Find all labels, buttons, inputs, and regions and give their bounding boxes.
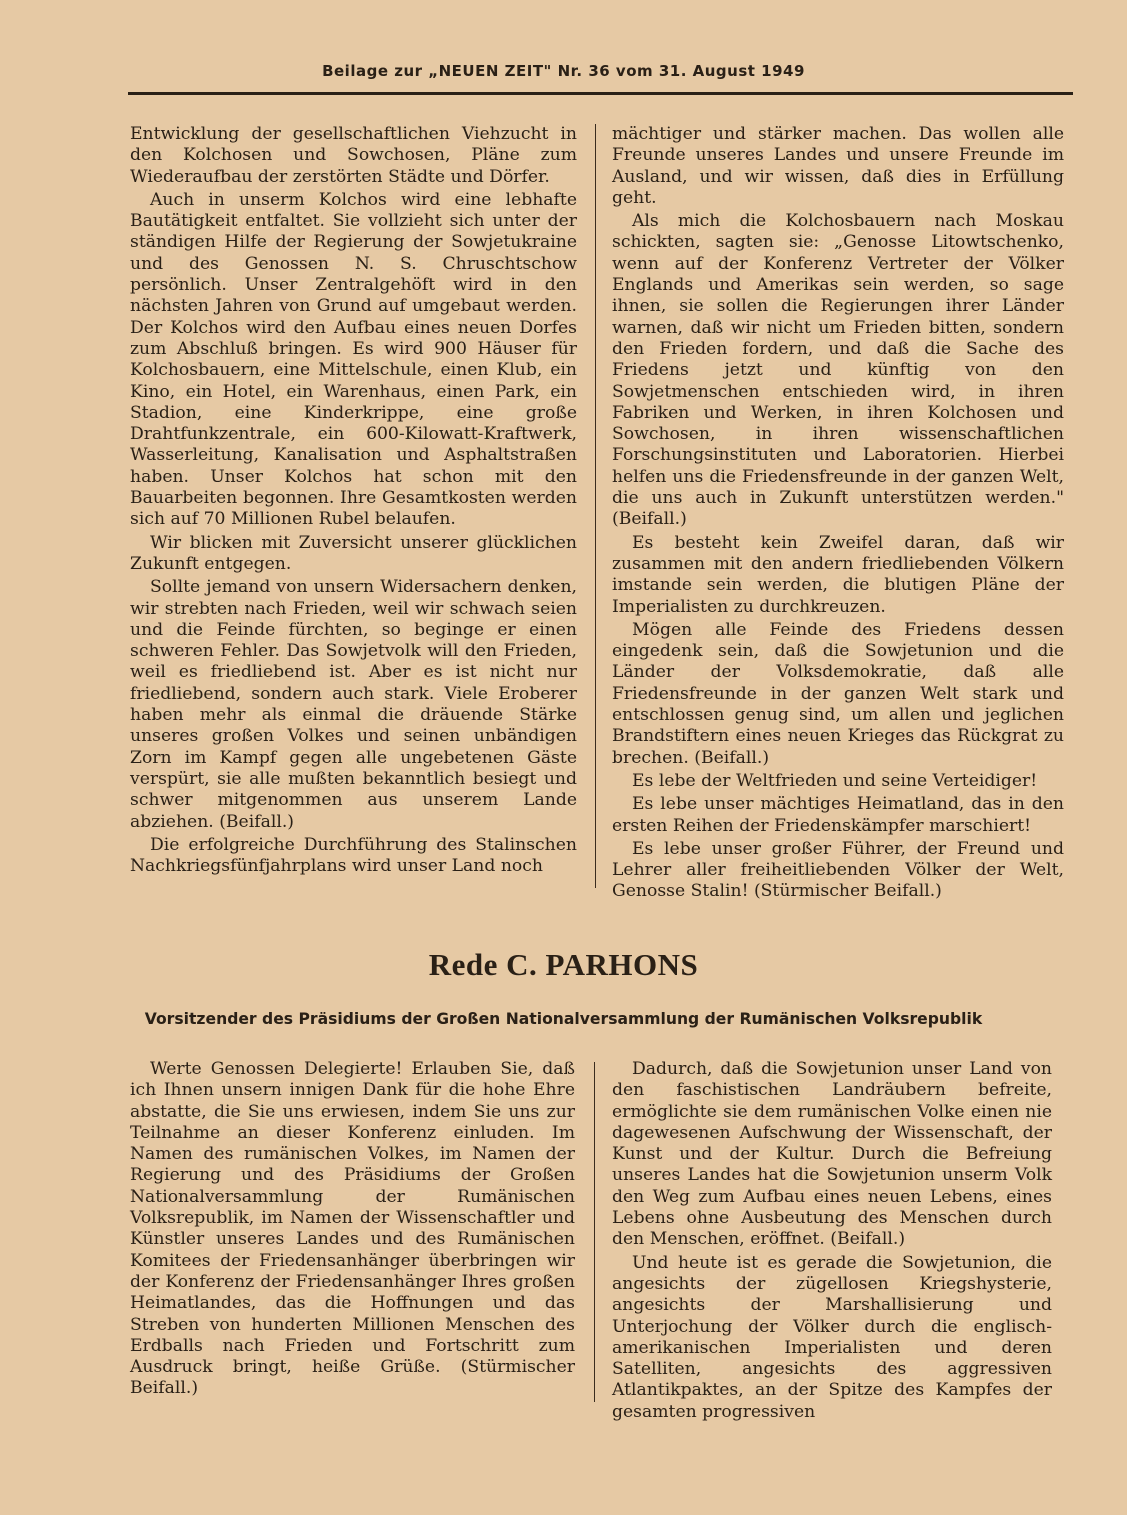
article2-column-right [612, 1059, 1052, 1425]
paragraph: Sollte jemand von unsern Widersachern denken, wir strebten nach Frieden, weil wir schwach seien und die Feinde fürchten, so beginge er einen schweren Fehler. Das Sowjetvolk will den Frieden, weil es friedliebend ist. Aber es ist nicht nur friedliebend, sondern auch stark. Viele Eroberer haben mehr als einmal die dräuende Stärke unseres großen Volkes und seinen unbändigen Zorn im Kampf gegen alle ungebetenen Gäste verspürt, sie alle mußten bekanntlich besiegt und schwer mitgenommen aus unserem Lande abziehen. (Beifall.) [130, 577, 577, 832]
paragraph: mächtiger und stärker machen. Das wollen alle Freunde unseres Landes und unsere Freunde im Ausland, und wir wissen, daß dies in Erfüllung geht. [612, 124, 1064, 208]
paragraph: Es besteht kein Zweifel daran, daß wir zusammen mit den andern friedliebenden Völkern imstande sein werden, die blutigen Pläne der Imperialisten zu durchkreuzen. [612, 532, 1064, 617]
article1-column-left [130, 124, 577, 879]
article2-column-left [130, 1059, 575, 1402]
paragraph: Es lebe unser großer Führer, der Freund und Lehrer aller freiheitliebenden Völker der Welt, Genosse Stalin! (Stürmischer Beifall.) [612, 838, 1064, 902]
paragraph: Es lebe der Weltfrieden und seine Verteidiger! [632, 770, 1038, 791]
article-subtitle: Vorsitzender des Präsidiums der Großen Nationalversammlung der Rumänischen Volksrepublik [144, 1010, 983, 1028]
paragraph: Als mich die Kolchosbauern nach Moskau schickten, sagten sie: „Genosse Litowtschenko, wenn auf der Konferenz Vertreter der Völker Englands und Amerikas sein werden, so sage ihnen, sie sollen die Regierungen ihrer Länder warnen, daß wir nicht um Frieden bitten, sondern den Frieden fordern, und daß die Sache des Friedens jetzt und künftig von den Sowjetmenschen entschieden wird, in ihren Fabriken und Werken, in ihren Kolchosen und Sowchosen, in ihren wissenschaftlichen Forschungsinstituten und Laboratorien. Hierbei helfen uns die Friedensfreunde in der ganzen Welt, die uns auch in Zukunft unterstützen werden." (Beifall.) [612, 211, 1064, 530]
paragraph: Werte Genossen Delegierte! Erlauben Sie, daß ich Ihnen unsern innigen Dank für die hohe Ehre abstatte, die Sie uns erwiesen, indem Sie uns zur Teilnahme an dieser Konferenz einluden. Im Namen des rumänischen Volkes, im Namen der Regierung und des Präsidiums der Großen Nationalversammlung der Rumänischen Volksrepublik, im Namen der Wissenschaftler und Künstler unseres Landes und des Rumänischen Komitees der Friedensanhänger überbringen wir der Konferenz der Friedensanhänger Ihres großen Heimatlandes, das die Hoffnungen und das Streben von hunderten Millionen Menschen des Erdballs nach Frieden und Fortschritt zum Ausdruck bringt, heiße Grüße. (Stürmischer Beifall.) [130, 1059, 575, 1399]
paragraph: Auch in unserm Kolchos wird eine lebhafte Bautätigkeit entfaltet. Sie vollzieht sich unter der ständigen Hilfe der Regierung der Sowjetukraine und des Genossen N. S. Chruschtschow persönlich. Unser Zentralgehöft wird in den nächsten Jahren von Grund auf umgebaut werden. Der Kolchos wird den Aufbau eines neuen Dorfes zum Abschluß bringen. Es wird 900 Häuser für Kolchosbauern, eine Mittelschule, einen Klub, ein Kino, ein Hotel, ein Warenhaus, einen Park, ein Stadion, eine Kinderkrippe, eine große Drahtfunkzentrale, ein 600-Kilowatt-Kraftwerk, Wasserleitung, Kanalisation und Asphaltstraßen haben. Unser Kolchos hat schon mit den Bauarbeiten begonnen. Ihre Gesamtkosten werden sich auf 70 Millionen Rubel belaufen. [130, 189, 577, 530]
running-head: Beilage zur „NEUEN ZEIT" Nr. 36 vom 31. August 1949 [322, 62, 805, 80]
paragraph: Mögen alle Feinde des Friedens dessen eingedenk sein, daß die Sowjetunion und die Länder der Volksdemokratie, daß alle Friedensfreunde in der ganzen Welt stark und entschlossen genug sind, um allen und jeglichen Brandstiftern eines neuen Krieges das Rückgrat zu brechen. (Beifall.) [612, 619, 1064, 768]
paragraph: Entwicklung der gesellschaftlichen Viehzucht in den Kolchosen und Sowchosen, Pläne zum Wiederaufbau der zerstörten Städte und Dörfer. [130, 124, 577, 187]
article-title: Rede C. PARHONS [428, 947, 699, 982]
paragraph: Dadurch, daß die Sowjetunion unser Land von den faschistischen Landräubern befreite, ermöglichte sie dem rumänischen Volke einen nie dagewesenen Aufschwung der Wissenschaft, der Kunst und der Kultur. Durch die Befreiung unseres Landes hat die Sowjetunion unserm Volk den Weg zum Aufbau eines neuen Lebens, eines Lebens ohne Ausbeutung des Menschen durch den Menschen, eröffnet. (Beifall.) [612, 1059, 1052, 1250]
column-rule [594, 1062, 595, 1402]
article1-column-right [612, 124, 1064, 905]
paragraph: Und heute ist es gerade die Sowjetunion, die angesichts der zügellosen Kriegshysterie, angesichts der Marshallisierung und Unterjochung der Völker durch die englisch-amerikanischen Imperialisten und deren Satelliten, angesichts des aggressiven Atlantikpaktes, an der Spitze des Kampfes der gesamten progressiven [612, 1252, 1052, 1422]
column-rule [595, 124, 596, 888]
header-rule [128, 92, 1073, 95]
paragraph: Es lebe unser mächtiges Heimatland, das in den ersten Reihen der Friedenskämpfer marschiert! [612, 794, 1064, 836]
paragraph: Die erfolgreiche Durchführung des Stalinschen Nachkriegsfünfjahrplans wird unser Land noch [130, 834, 577, 877]
paragraph: Wir blicken mit Zuversicht unserer glücklichen Zukunft entgegen. [130, 532, 577, 574]
